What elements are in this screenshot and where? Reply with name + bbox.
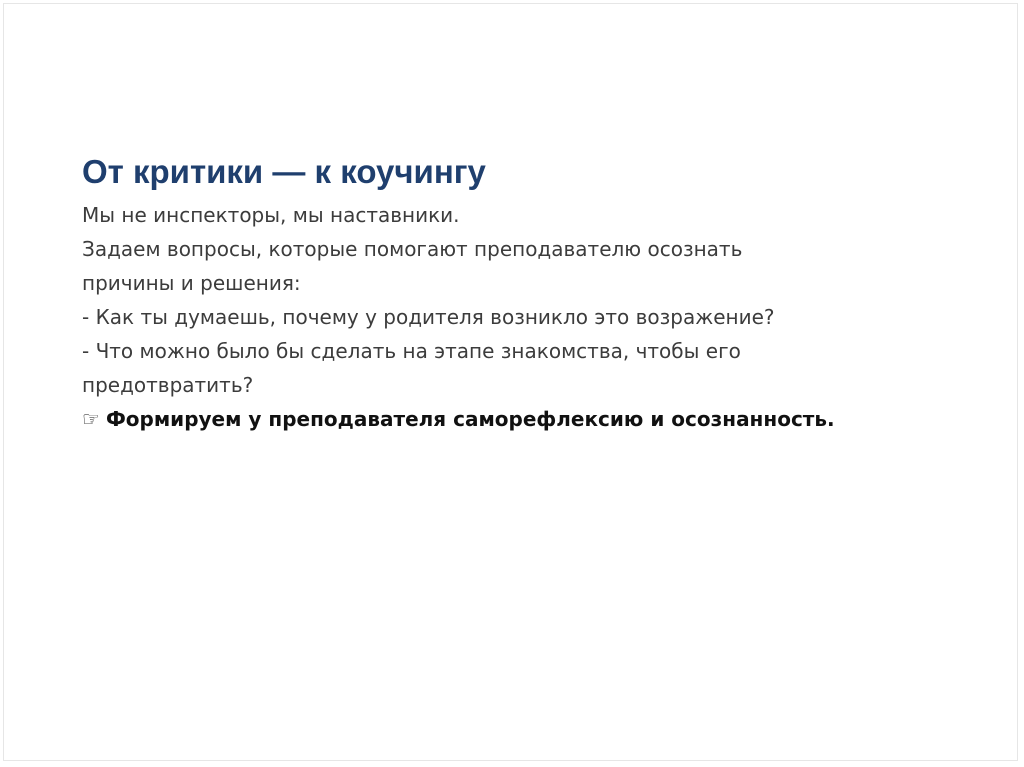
body-line: предотвратить? (82, 373, 254, 397)
slide-title: От критики — к коучингу (82, 153, 486, 190)
body-line: - Что можно было бы сделать на этапе знакомства, чтобы его (82, 339, 741, 363)
body-line: Мы не инспекторы, мы наставники. (82, 203, 460, 227)
pointing-hand-icon: ☞ (82, 407, 100, 431)
body-line: - Как ты думаешь, почему у родителя возникло это возражение? (82, 305, 775, 329)
body-line: Задаем вопросы, которые помогают преподавателю осознать (82, 237, 743, 261)
slide (3, 3, 1018, 761)
slide-content (82, 146, 942, 436)
body-line: причины и решения: (82, 271, 301, 295)
slide-body (82, 198, 942, 436)
emphasis-line (82, 402, 942, 436)
emphasis-text: Формируем у преподавателя саморефлексию и осознанность. (105, 407, 835, 431)
